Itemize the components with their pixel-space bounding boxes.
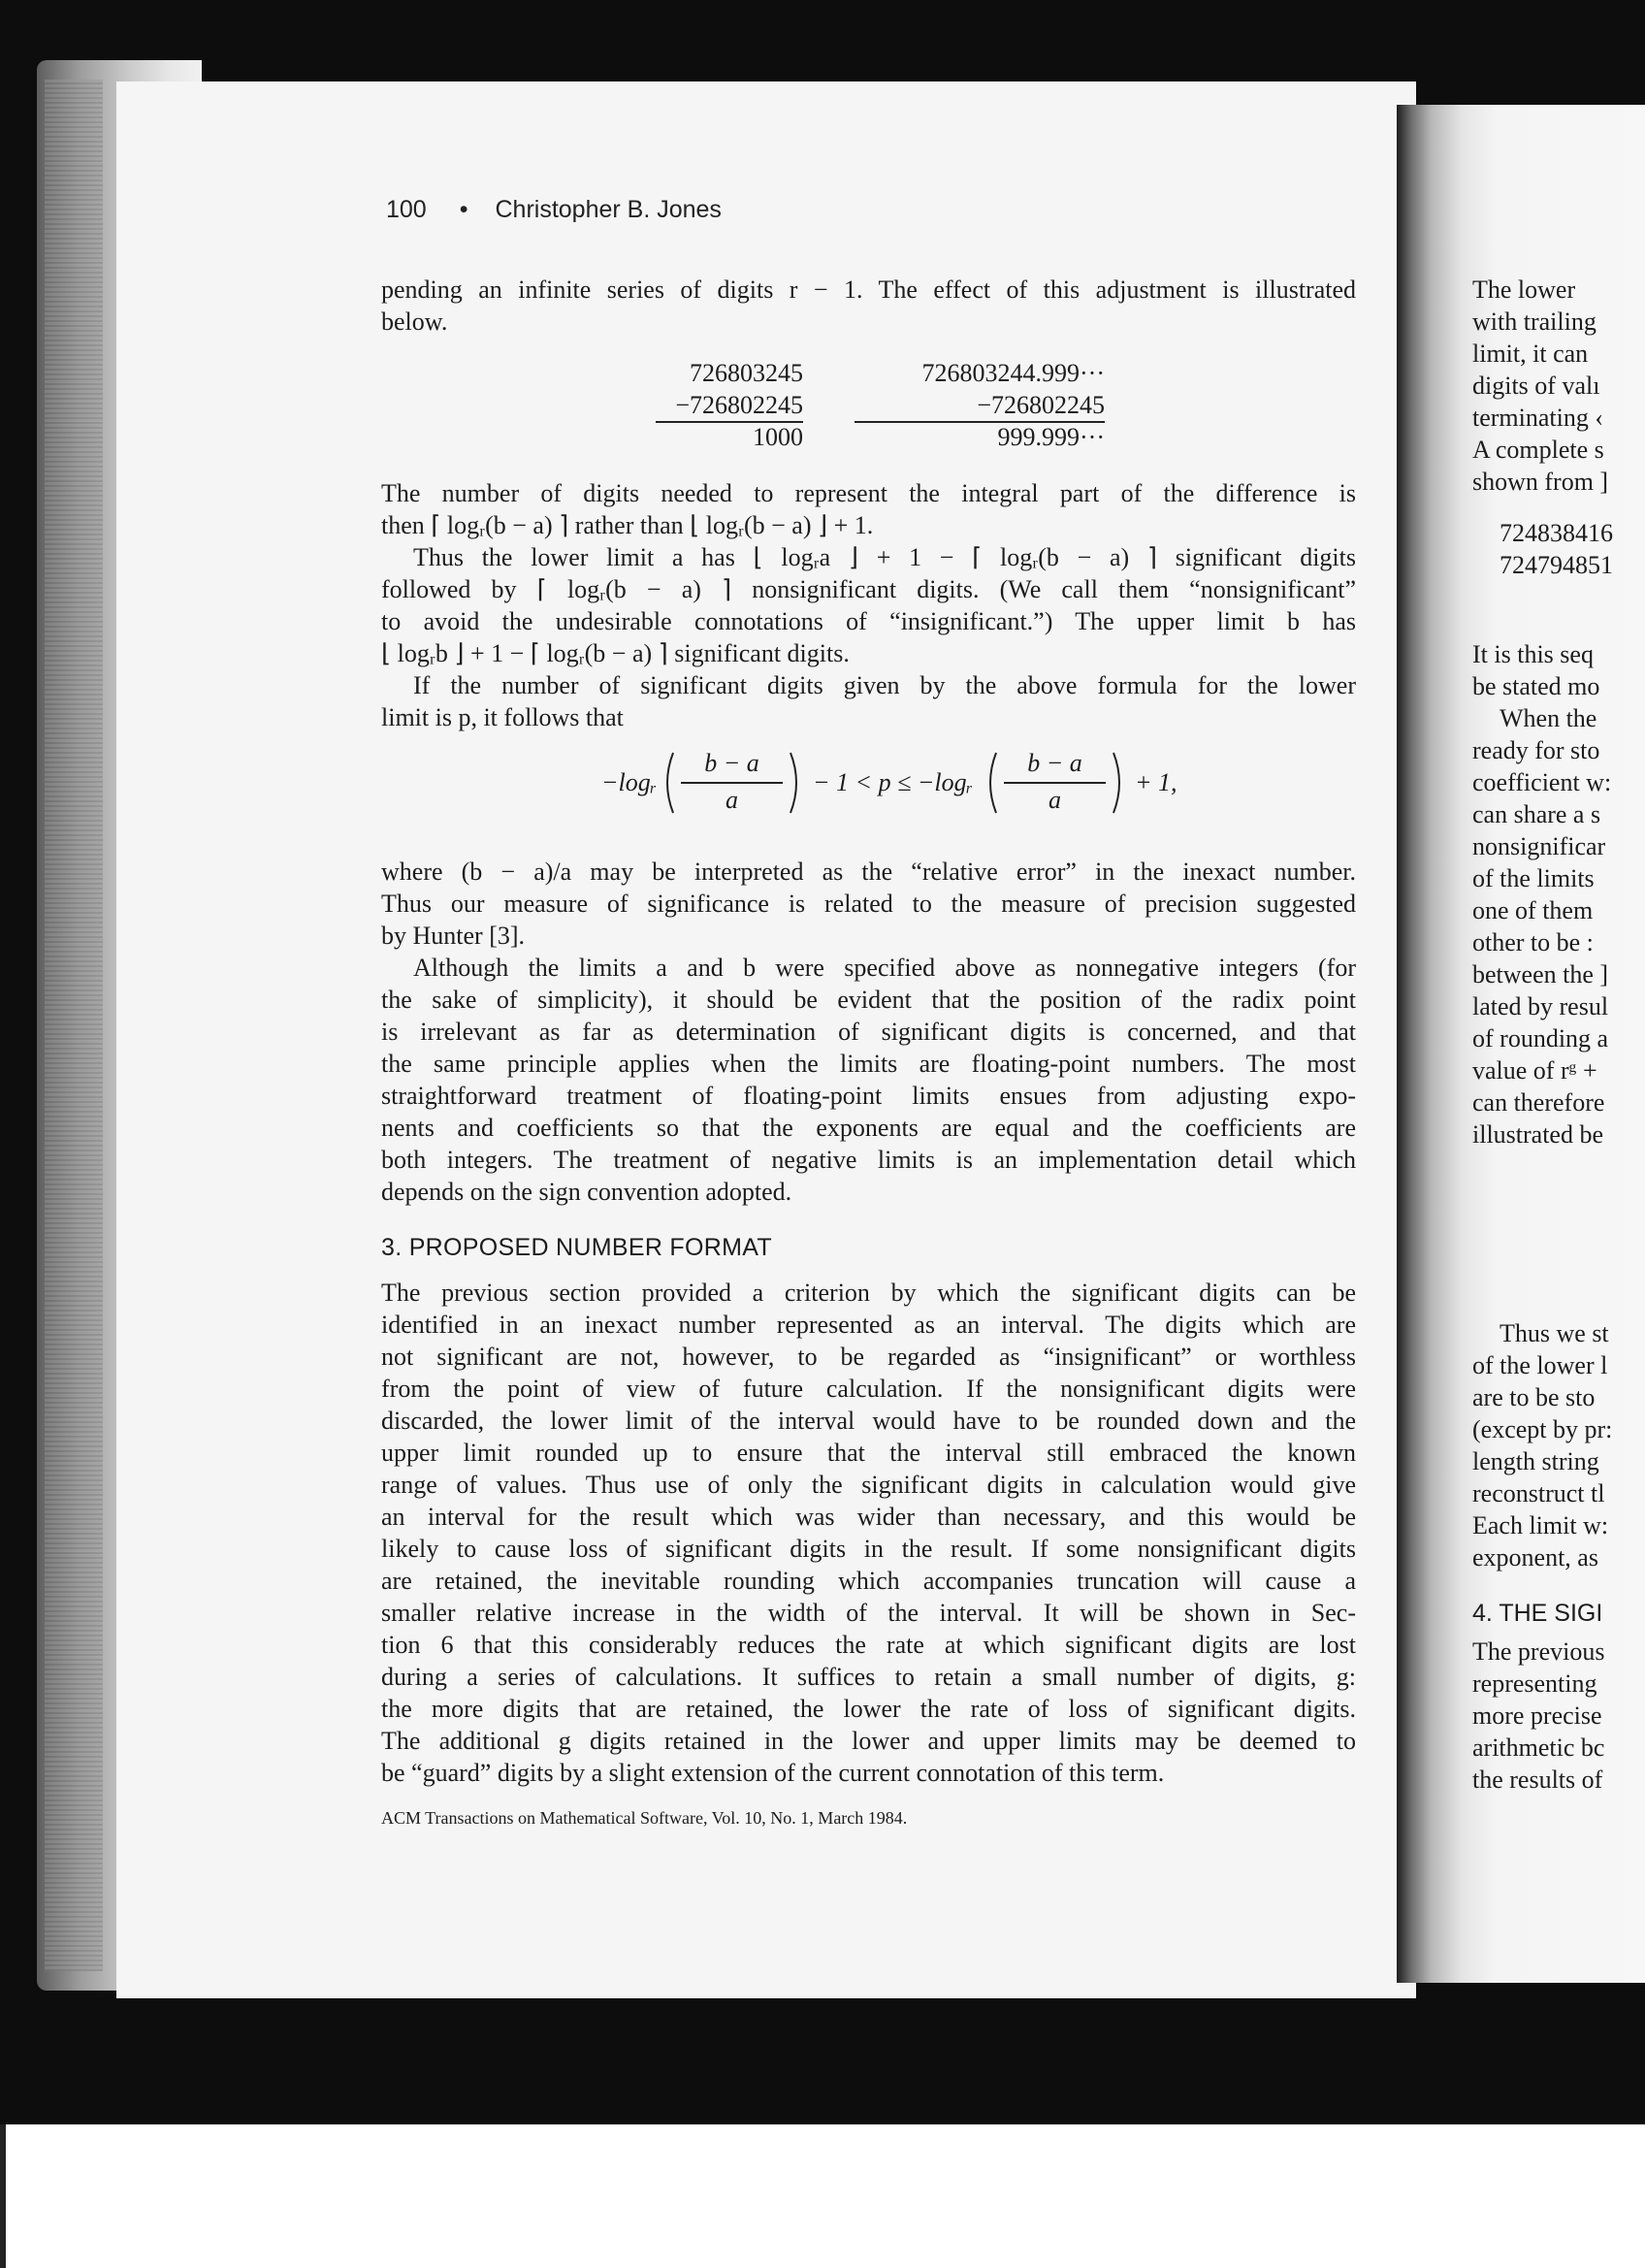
text-line: other to be : bbox=[1472, 928, 1594, 956]
paragraph-proposed-format bbox=[381, 1277, 1356, 1789]
formula-middle: − 1 < p ≤ −logᵣ bbox=[813, 768, 974, 796]
text-line: the more digits that are retained, the lower the rate of loss of significant digits. bbox=[381, 1695, 1356, 1723]
text-line: can share a s bbox=[1472, 800, 1601, 828]
text-line: where (b − a)/a may be interpreted as the “relative error” in the inexact number. bbox=[381, 858, 1356, 886]
text-line: of the lower l bbox=[1472, 1351, 1608, 1379]
text-line: followed by ⌈ logᵣ(b − a) ⌉ nonsignificant digits. (We call them “nonsignificant” bbox=[381, 575, 1356, 603]
intro-paragraph bbox=[381, 274, 1356, 338]
text-line: likely to cause loss of significant digits in the result. If some nonsignificant digits bbox=[381, 1535, 1356, 1563]
integer-subtraction bbox=[648, 357, 803, 453]
text-line: upper limit rounded up to ensure that the interval still embraced the known bbox=[381, 1439, 1356, 1467]
close-paren bbox=[1113, 753, 1119, 813]
paragraph-significant-digits bbox=[381, 477, 1356, 733]
text-line: during a series of calculations. It suffices to retain a small number of digits, g: bbox=[381, 1663, 1356, 1691]
minuend: 726803245 bbox=[690, 359, 803, 387]
text-line: Each limit w: bbox=[1472, 1511, 1609, 1539]
text-line: The lower bbox=[1472, 275, 1576, 304]
text-line: both integers. The treatment of negative limits is an implementation detail which bbox=[381, 1146, 1356, 1174]
text-line: 724794851 bbox=[1500, 551, 1613, 579]
text-line: depends on the sign convention adopted. bbox=[381, 1178, 792, 1206]
text-line: range of values. Thus use of only the significant digits in calculation would give bbox=[381, 1471, 1356, 1499]
difference: 1000 bbox=[753, 423, 803, 451]
text-line: tion 6 that this considerably reduces the rate at which significant digits are lost bbox=[381, 1631, 1356, 1659]
text-line: below. bbox=[381, 308, 448, 336]
text-line: lated by resul bbox=[1472, 992, 1609, 1021]
text-line: If the number of significant digits given by the above formula for the lower bbox=[413, 671, 1356, 699]
running-header bbox=[386, 196, 722, 224]
text-line: nents and coefficients so that the exponents are equal and the coefficients are bbox=[381, 1114, 1356, 1142]
paragraph-relative-error bbox=[381, 856, 1356, 1208]
text-line: representing bbox=[1472, 1669, 1597, 1698]
text-line: by Hunter [3]. bbox=[381, 922, 526, 950]
text-line: is irrelevant as far as determination of significant digits is concerned, and that bbox=[381, 1018, 1356, 1046]
text-line: with trailing bbox=[1472, 308, 1597, 336]
text-line: of rounding a bbox=[1472, 1024, 1609, 1053]
text-line: one of them bbox=[1472, 896, 1594, 924]
text-line: limit is p, it follows that bbox=[381, 703, 624, 731]
text-line: coefficient w: bbox=[1472, 768, 1612, 796]
text-line: an interval for the result which was wider than necessary, and this would be bbox=[381, 1503, 1356, 1531]
text-line: reconstruct tl bbox=[1472, 1479, 1605, 1507]
text-line: When the bbox=[1500, 704, 1597, 732]
text-line: the same principle applies when the limits are floating-point numbers. The most bbox=[381, 1050, 1356, 1078]
open-paren bbox=[990, 753, 996, 813]
close-paren bbox=[790, 753, 796, 813]
text-line: The previous section provided a criterion by which the significant digits can be bbox=[381, 1279, 1356, 1307]
text-line: arithmetic bc bbox=[1472, 1733, 1605, 1762]
text-line: are to be sto bbox=[1472, 1383, 1596, 1411]
text-line: not significant are not, however, to be regarded as “insignificant” or worthless bbox=[381, 1343, 1356, 1371]
text-line: nonsignificar bbox=[1472, 832, 1606, 860]
subtrahend: −726802245 bbox=[675, 391, 803, 419]
section-heading: 3. PROPOSED NUMBER FORMAT bbox=[381, 1234, 772, 1261]
right-page-block bbox=[1472, 274, 1645, 498]
right-page-section-heading: 4. THE SIGI bbox=[1472, 1600, 1603, 1627]
precision-inequality bbox=[601, 747, 1177, 815]
header-author: Christopher B. Jones bbox=[495, 196, 722, 223]
numerator: b − a bbox=[1027, 749, 1082, 777]
text-line: of the limits bbox=[1472, 864, 1595, 892]
difference: 999.999··· bbox=[997, 423, 1105, 451]
text-line: value of rᵍ + bbox=[1472, 1056, 1597, 1085]
text-line: Thus we st bbox=[1500, 1319, 1609, 1347]
text-line: illustrated be bbox=[1472, 1120, 1604, 1149]
numerator: b − a bbox=[704, 749, 759, 777]
page-number: 100 bbox=[386, 196, 427, 223]
subtraction-rule bbox=[855, 421, 1105, 423]
right-page-numbers bbox=[1500, 517, 1645, 581]
denominator: a bbox=[726, 786, 738, 814]
text-line: then ⌈ logᵣ(b − a) ⌉ rather than ⌊ logᵣ(b − a) ⌋ + 1. bbox=[381, 511, 874, 539]
text-line: the results of bbox=[1472, 1766, 1603, 1794]
text-line: Although the limits a and b were specified above as nonnegative integers (for bbox=[413, 954, 1356, 982]
formula-left: −logᵣ bbox=[601, 768, 658, 796]
text-line: to avoid the undesirable connotations of “insignificant.”) The upper limit b has bbox=[381, 607, 1356, 635]
text-line: more precise bbox=[1472, 1701, 1602, 1730]
text-line: discarded, the lower limit of the interval would have to be rounded down and the bbox=[381, 1407, 1356, 1435]
text-line: straightforward treatment of floating-point limits ensues from adjusting expo- bbox=[381, 1082, 1356, 1110]
text-line: It is this seq bbox=[1472, 640, 1594, 668]
text-line: ready for sto bbox=[1472, 736, 1600, 764]
text-line: between the ] bbox=[1472, 960, 1609, 988]
text-line: Thus the lower limit a has ⌊ logᵣa ⌋ + 1 − ⌈ logᵣ(b − a) ⌉ significant digits bbox=[413, 543, 1356, 571]
text-line: can therefore bbox=[1472, 1088, 1605, 1117]
header-separator: • bbox=[459, 196, 468, 223]
text-line: (except by pr: bbox=[1472, 1415, 1613, 1443]
text-line: digits of valı bbox=[1472, 372, 1600, 400]
text-line: pending an infinite series of digits r − 1. The effect of this adjustment is illustrated bbox=[381, 275, 1356, 304]
text-line: length string bbox=[1472, 1447, 1599, 1475]
text-line: smaller relative increase in the width of the interval. It will be shown in Sec- bbox=[381, 1599, 1356, 1627]
text-line: from the point of view of future calculation. If the nonsignificant digits were bbox=[381, 1375, 1356, 1403]
text-line: be stated mo bbox=[1472, 672, 1600, 700]
text-line: A complete s bbox=[1472, 436, 1604, 464]
text-line: The additional g digits retained in the lower and upper limits may be deemed to bbox=[381, 1727, 1356, 1755]
text-line: ⌊ logᵣb ⌋ + 1 − ⌈ logᵣ(b − a) ⌉ significant digits. bbox=[381, 639, 850, 667]
right-page-block bbox=[1472, 1636, 1645, 1796]
text-line: be “guard” digits by a slight extension of the current connotation of this term. bbox=[381, 1759, 1165, 1787]
journal-footer: ACM Transactions on Mathematical Software, Vol. 10, No. 1, March 1984. bbox=[381, 1808, 908, 1828]
open-paren bbox=[667, 753, 673, 813]
text-line: shown from ] bbox=[1472, 468, 1609, 496]
text-line: identified in an inexact number represented as an interval. The digits which are bbox=[381, 1311, 1356, 1339]
text-line: The previous bbox=[1472, 1637, 1605, 1666]
text-line: the sake of simplicity), it should be evident that the position of the radix point bbox=[381, 986, 1356, 1014]
subtraction-rule bbox=[656, 421, 803, 423]
right-page-block bbox=[1472, 638, 1645, 1150]
right-page-block bbox=[1472, 1317, 1645, 1573]
subtrahend: −726802245 bbox=[977, 391, 1105, 419]
text-line: 724838416 bbox=[1500, 519, 1613, 547]
adjusted-subtraction bbox=[855, 357, 1105, 453]
text-line: The number of digits needed to represent the integral part of the difference is bbox=[381, 479, 1356, 507]
scanner-bottom-margin bbox=[0, 2124, 1645, 2268]
text-line: exponent, as bbox=[1472, 1543, 1598, 1571]
text-line: Thus our measure of significance is related to the measure of precision suggested bbox=[381, 890, 1356, 918]
minuend: 726803244.999··· bbox=[921, 359, 1105, 387]
text-line: are retained, the inevitable rounding which accompanies truncation will cause a bbox=[381, 1567, 1356, 1595]
text-line: limit, it can bbox=[1472, 340, 1589, 368]
denominator: a bbox=[1048, 786, 1061, 814]
text-line: terminating ‹ bbox=[1472, 404, 1604, 432]
formula-right: + 1, bbox=[1135, 768, 1177, 796]
